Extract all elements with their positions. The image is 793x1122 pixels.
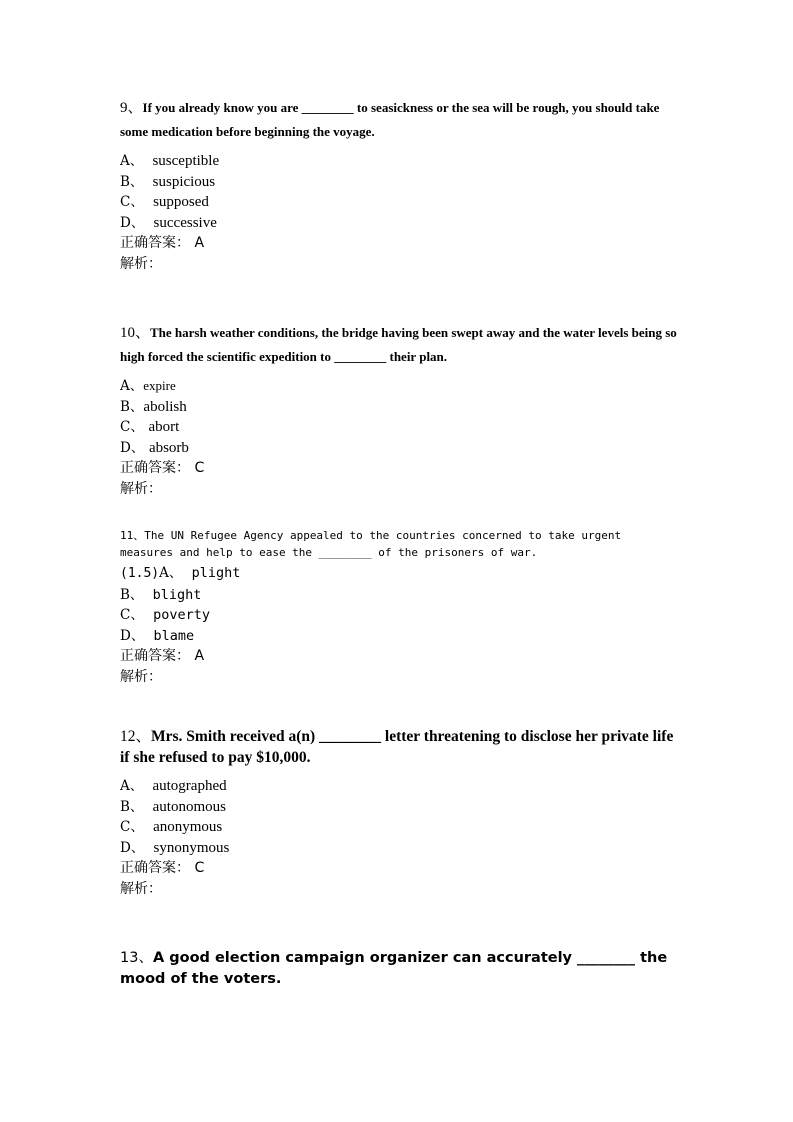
option-a: A、 susceptible [120,153,220,169]
correct-answer: 正确答案： C [120,460,205,477]
option-b: B、 blight [120,586,202,603]
option-c: C、 poverty [120,607,210,624]
question-text: The UN Refugee Agency appealed to the countries concerned to take urgent measures and help to ease the ________ of the prisoners of war. [120,529,622,559]
question-10 [120,321,680,500]
question-stem [120,96,680,143]
option-d: D、 synonymous [120,839,230,856]
option-list [120,776,680,900]
question-text: If you already know you are ________ to seasickness or the sea will be rough, you should take some medication before beginning the voyage. [120,100,660,139]
question-9 [120,96,680,275]
option-d: D、 blame [120,627,195,644]
analysis-label: 解析： [120,481,162,498]
question-text: A good election campaign organizer can accurately ________ the mood of the voters. [120,950,668,987]
question-stem [120,948,680,990]
option-d: D、 successive [120,214,217,231]
analysis-label: 解析： [120,256,162,273]
correct-answer: 正确答案： A [120,648,205,665]
option-a: A、 autographed [120,778,227,794]
question-score: (1.5) [120,566,160,581]
question-stem [120,726,680,768]
question-13 [120,948,680,990]
question-number: 13、 [120,950,153,966]
question-11 [120,527,680,688]
analysis-label: 解析： [120,669,162,686]
option-a: (1.5)A、 plight [120,565,241,581]
option-d: D、 absorb [120,439,189,456]
option-c: C、 abort [120,419,180,436]
question-text: Mrs. Smith received a(n) ________ letter threatening to disclose her private life if she refused to pay $10,000. [120,728,674,766]
question-number: 12、 [120,728,152,745]
question-text: The harsh weather conditions, the bridge having been swept away and the water levels being so high forced the scientific expedition to ________ their plan. [120,325,677,364]
option-b: B、 suspicious [120,173,216,190]
question-12 [120,726,680,900]
question-number: 11、 [120,529,145,542]
analysis-label: 解析： [120,881,162,898]
option-list [120,376,680,500]
option-c: C、 anonymous [120,819,223,836]
option-b: B、 autonomous [120,798,226,815]
question-stem [120,527,680,561]
question-number: 10、 [120,325,151,341]
option-b: B、abolish [120,398,187,415]
option-list [120,151,680,275]
question-number: 9、 [120,100,143,116]
question-stem [120,321,680,368]
correct-answer: 正确答案： C [120,860,205,877]
option-list [120,563,680,688]
option-a: A、expire [120,378,176,394]
option-c: C、 supposed [120,194,209,211]
correct-answer: 正确答案： A [120,235,205,252]
